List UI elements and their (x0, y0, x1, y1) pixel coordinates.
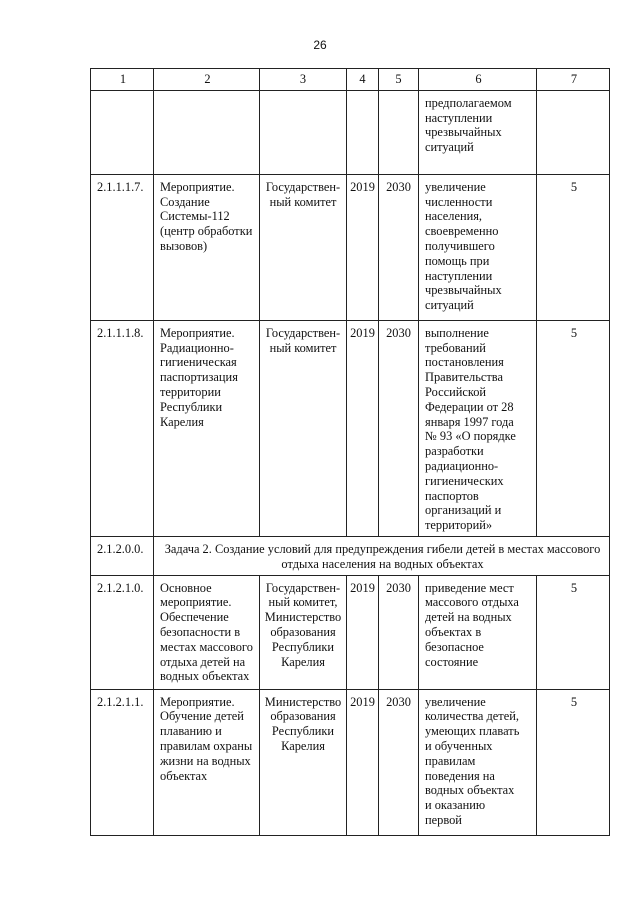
row-activity: Мероприятие. Создание Системы-112 (центр обработки вызовов) (154, 174, 260, 320)
row-activity (154, 90, 260, 174)
row-result: выполнение требований постановления Правительства Российской Федерации от 28 января 1997 года № 93 «О порядке разработки радиационно- гигиенических паспортов организаций и территорий» (419, 320, 537, 536)
row-code: 2.1.2.1.0. (91, 575, 154, 689)
row-value: 5 (537, 174, 610, 320)
table-row (91, 689, 610, 835)
column-header-5: 5 (379, 69, 419, 91)
column-header-6: 6 (419, 69, 537, 91)
row-start-year: 2019 (347, 320, 379, 536)
row-code: 2.1.1.1.8. (91, 320, 154, 536)
row-end-year: 2030 (379, 575, 419, 689)
task-heading: Задача 2. Создание условий для предупреждения гибели детей в местах массового отдыха населения на водных объектах (154, 536, 610, 575)
table-row (91, 575, 610, 689)
row-end-year: 2030 (379, 689, 419, 835)
row-end-year (379, 90, 419, 174)
row-code: 2.1.2.1.1. (91, 689, 154, 835)
row-executor: Государствен- ный комитет (260, 320, 347, 536)
row-activity: Мероприятие. Радиационно- гигиеническая паспортизация территории Республики Карелия (154, 320, 260, 536)
row-value: 5 (537, 689, 610, 835)
row-activity: Основное мероприятие. Обеспечение безопасности в местах массового отдыха детей на водных объектах (154, 575, 260, 689)
page-number: 26 (313, 38, 327, 52)
table-row (91, 90, 610, 174)
row-executor: Государствен- ный комитет (260, 174, 347, 320)
row-value: 5 (537, 575, 610, 689)
row-start-year (347, 90, 379, 174)
row-executor: Министерство образования Республики Карелия (260, 689, 347, 835)
table-row (91, 320, 610, 536)
column-header-4: 4 (347, 69, 379, 91)
row-activity: Мероприятие. Обучение детей плаванию и правилам охраны жизни на водных объектах (154, 689, 260, 835)
row-start-year: 2019 (347, 174, 379, 320)
row-result: приведение мест массового отдыха детей на водных объектах в безопасное состояние (419, 575, 537, 689)
task-code: 2.1.2.0.0. (91, 536, 154, 575)
row-start-year: 2019 (347, 689, 379, 835)
table-row (91, 174, 610, 320)
row-result: увеличение количества детей, умеющих плавать и обученных правилам поведения на водных объектах и оказанию первой (419, 689, 537, 835)
row-result: предполагаемом наступлении чрезвычайных ситуаций (419, 90, 537, 174)
row-value (537, 90, 610, 174)
row-start-year: 2019 (347, 575, 379, 689)
task-row (91, 536, 610, 575)
row-value: 5 (537, 320, 610, 536)
column-header-3: 3 (260, 69, 347, 91)
row-code: 2.1.1.1.7. (91, 174, 154, 320)
column-header-7: 7 (537, 69, 610, 91)
row-code (91, 90, 154, 174)
column-header-1: 1 (91, 69, 154, 91)
table-header-row (91, 69, 610, 91)
row-end-year: 2030 (379, 174, 419, 320)
column-header-2: 2 (154, 69, 260, 91)
row-executor: Государствен- ный комитет, Министерство образования Республики Карелия (260, 575, 347, 689)
program-table (90, 68, 610, 836)
row-result: увеличение численности населения, своевременно получившего помощь при наступлении чрезвычайных ситуаций (419, 174, 537, 320)
row-executor (260, 90, 347, 174)
row-end-year: 2030 (379, 320, 419, 536)
